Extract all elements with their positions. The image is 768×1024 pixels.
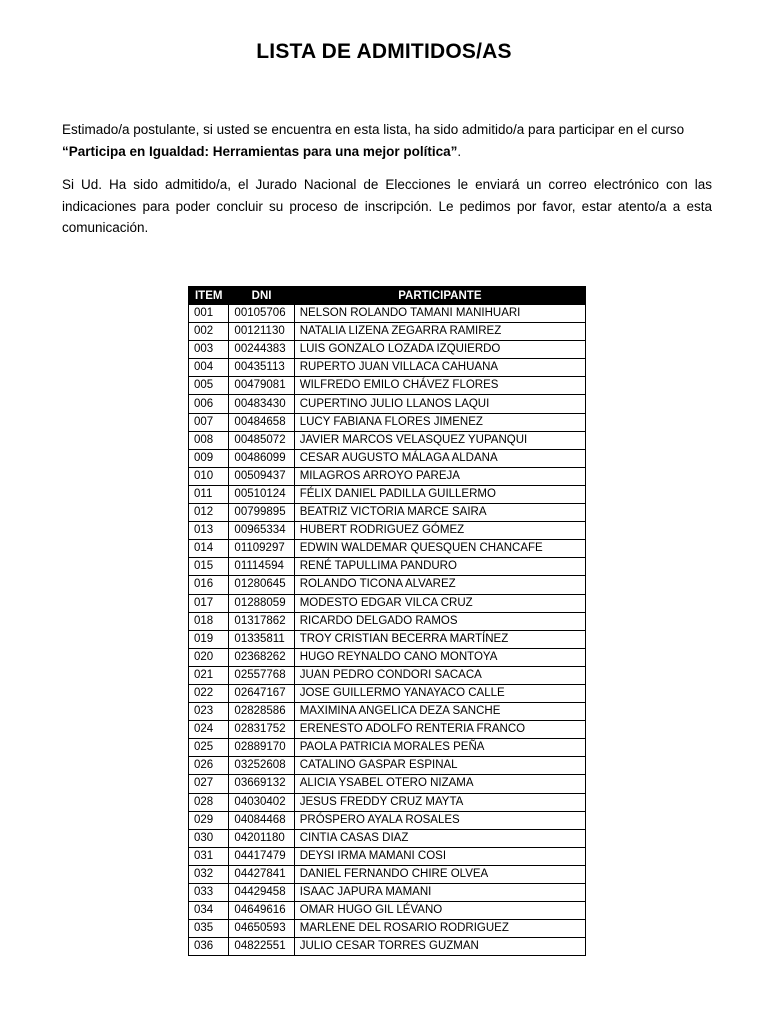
cell-item: 005 [189, 377, 229, 395]
cell-dni: 04427841 [229, 865, 294, 883]
cell-participant: MAXIMINA ANGELICA DEZA SANCHE [294, 703, 585, 721]
table-row [189, 576, 586, 594]
cell-item: 013 [189, 522, 229, 540]
cell-dni: 00121130 [229, 323, 294, 341]
table-row [189, 666, 586, 684]
cell-item: 024 [189, 721, 229, 739]
cell-participant: JOSE GUILLERMO YANAYACO CALLE [294, 684, 585, 702]
cell-dni: 00435113 [229, 359, 294, 377]
table-row [189, 305, 586, 323]
table-row [189, 341, 586, 359]
cell-participant: CINTIA CASAS DIAZ [294, 829, 585, 847]
cell-item: 004 [189, 359, 229, 377]
cell-dni: 01114594 [229, 558, 294, 576]
admitted-table [188, 286, 586, 956]
cell-participant: JAVIER MARCOS VELASQUEZ YUPANQUI [294, 431, 585, 449]
cell-dni: 00799895 [229, 504, 294, 522]
cell-dni: 04650593 [229, 920, 294, 938]
table-row [189, 540, 586, 558]
cell-item: 029 [189, 811, 229, 829]
table-row [189, 612, 586, 630]
table-row [189, 703, 586, 721]
cell-participant: NATALIA LIZENA ZEGARRA RAMIREZ [294, 323, 585, 341]
cell-item: 015 [189, 558, 229, 576]
cell-item: 010 [189, 467, 229, 485]
table-row [189, 594, 586, 612]
cell-dni: 00105706 [229, 305, 294, 323]
cell-participant: MARLENE DEL ROSARIO RODRIGUEZ [294, 920, 585, 938]
cell-dni: 01335811 [229, 630, 294, 648]
cell-item: 026 [189, 757, 229, 775]
course-name: “Participa en Igualdad: Herramientas para una mejor política” [62, 143, 458, 159]
cell-participant: FÉLIX DANIEL PADILLA GUILLERMO [294, 485, 585, 503]
cell-item: 019 [189, 630, 229, 648]
cell-participant: RENÉ TAPULLIMA PANDURO [294, 558, 585, 576]
cell-item: 018 [189, 612, 229, 630]
cell-item: 020 [189, 648, 229, 666]
cell-item: 025 [189, 739, 229, 757]
table-row [189, 377, 586, 395]
header-item: ITEM [189, 287, 229, 305]
table-row [189, 395, 586, 413]
cell-participant: CATALINO GASPAR ESPINAL [294, 757, 585, 775]
cell-item: 001 [189, 305, 229, 323]
cell-item: 002 [189, 323, 229, 341]
cell-dni: 00483430 [229, 395, 294, 413]
cell-item: 031 [189, 847, 229, 865]
cell-dni: 04429458 [229, 884, 294, 902]
table-row [189, 739, 586, 757]
table-row [189, 431, 586, 449]
intro-period: . [457, 143, 462, 159]
cell-participant: ROLANDO TICONA ALVAREZ [294, 576, 585, 594]
notice-paragraph: Si Ud. Ha sido admitido/a, el Jurado Nacional de Elecciones le enviará un correo electrónico con las indicaciones para poder concluir su proceso de inscripción. Le pedimos por favor, estar atento/a a esta comunicación. [62, 177, 712, 235]
cell-participant: ERENESTO ADOLFO RENTERIA FRANCO [294, 721, 585, 739]
cell-dni: 00965334 [229, 522, 294, 540]
table-row [189, 865, 586, 883]
table-row [189, 757, 586, 775]
cell-dni: 00244383 [229, 341, 294, 359]
cell-participant: LUCY FABIANA FLORES JIMENEZ [294, 413, 585, 431]
cell-participant: HUGO REYNALDO CANO MONTOYA [294, 648, 585, 666]
cell-item: 028 [189, 793, 229, 811]
cell-participant: JULIO CESAR TORRES GUZMAN [294, 938, 585, 956]
cell-item: 012 [189, 504, 229, 522]
cell-dni: 02828586 [229, 703, 294, 721]
cell-dni: 02647167 [229, 684, 294, 702]
table-row [189, 522, 586, 540]
cell-dni: 00484658 [229, 413, 294, 431]
cell-participant: MODESTO EDGAR VILCA CRUZ [294, 594, 585, 612]
cell-dni: 00486099 [229, 449, 294, 467]
cell-dni: 04030402 [229, 793, 294, 811]
cell-dni: 04201180 [229, 829, 294, 847]
cell-participant: CESAR AUGUSTO MÁLAGA ALDANA [294, 449, 585, 467]
cell-participant: OMAR HUGO GIL LÉVANO [294, 902, 585, 920]
cell-item: 007 [189, 413, 229, 431]
cell-dni: 01280645 [229, 576, 294, 594]
cell-participant: DANIEL FERNANDO CHIRE OLVEA [294, 865, 585, 883]
cell-participant: PAOLA PATRICIA MORALES PEÑA [294, 739, 585, 757]
cell-dni: 03252608 [229, 757, 294, 775]
table-row [189, 504, 586, 522]
cell-item: 021 [189, 666, 229, 684]
cell-item: 011 [189, 485, 229, 503]
table-row [189, 558, 586, 576]
cell-item: 035 [189, 920, 229, 938]
table-row [189, 902, 586, 920]
cell-dni: 02889170 [229, 739, 294, 757]
cell-participant: WILFREDO EMILO CHÁVEZ FLORES [294, 377, 585, 395]
table-row [189, 847, 586, 865]
table-row [189, 721, 586, 739]
cell-dni: 00485072 [229, 431, 294, 449]
page-title: LISTA DE ADMITIDOS/AS [256, 40, 512, 63]
cell-participant: DEYSI IRMA MAMANI COSI [294, 847, 585, 865]
table-row [189, 413, 586, 431]
cell-dni: 03669132 [229, 775, 294, 793]
cell-dni: 01109297 [229, 540, 294, 558]
table-row [189, 811, 586, 829]
cell-item: 032 [189, 865, 229, 883]
table-row [189, 793, 586, 811]
cell-item: 033 [189, 884, 229, 902]
cell-dni: 01288059 [229, 594, 294, 612]
table-row [189, 630, 586, 648]
cell-participant: RICARDO DELGADO RAMOS [294, 612, 585, 630]
table-row [189, 323, 586, 341]
header-dni: DNI [229, 287, 294, 305]
cell-dni: 04822551 [229, 938, 294, 956]
cell-participant: ISAAC JAPURA MAMANI [294, 884, 585, 902]
cell-item: 036 [189, 938, 229, 956]
cell-item: 014 [189, 540, 229, 558]
cell-participant: HUBERT RODRIGUEZ GÓMEZ [294, 522, 585, 540]
cell-dni: 04417479 [229, 847, 294, 865]
cell-item: 003 [189, 341, 229, 359]
cell-item: 008 [189, 431, 229, 449]
table-row [189, 829, 586, 847]
table-row [189, 467, 586, 485]
cell-item: 023 [189, 703, 229, 721]
cell-participant: EDWIN WALDEMAR QUESQUEN CHANCAFE [294, 540, 585, 558]
table-row [189, 884, 586, 902]
cell-dni: 04649616 [229, 902, 294, 920]
table-header-row [189, 287, 586, 305]
cell-participant: MILAGROS ARROYO PAREJA [294, 467, 585, 485]
cell-item: 009 [189, 449, 229, 467]
cell-participant: JUAN PEDRO CONDORI SACACA [294, 666, 585, 684]
cell-dni: 02557768 [229, 666, 294, 684]
table-row [189, 359, 586, 377]
cell-participant: NELSON ROLANDO TAMANI MANIHUARI [294, 305, 585, 323]
cell-participant: RUPERTO JUAN VILLACA CAHUANA [294, 359, 585, 377]
table-body [189, 305, 586, 956]
cell-participant: BEATRIZ VICTORIA MARCE SAIRA [294, 504, 585, 522]
intro-text: Estimado/a postulante, si usted se encuentra en esta lista, ha sido admitido/a para participar en el curso [62, 122, 685, 137]
cell-dni: 01317862 [229, 612, 294, 630]
cell-item: 022 [189, 684, 229, 702]
header-participant: PARTICIPANTE [294, 287, 585, 305]
cell-dni: 02368262 [229, 648, 294, 666]
cell-participant: LUIS GONZALO LOZADA IZQUIERDO [294, 341, 585, 359]
cell-participant: JESUS FREDDY CRUZ MAYTA [294, 793, 585, 811]
cell-item: 030 [189, 829, 229, 847]
cell-dni: 00510124 [229, 485, 294, 503]
table-row [189, 648, 586, 666]
cell-item: 016 [189, 576, 229, 594]
table-row [189, 938, 586, 956]
cell-item: 006 [189, 395, 229, 413]
table-row [189, 485, 586, 503]
cell-participant: ALICIA YSABEL OTERO NIZAMA [294, 775, 585, 793]
cell-dni: 00509437 [229, 467, 294, 485]
cell-dni: 02831752 [229, 721, 294, 739]
cell-participant: CUPERTINO JULIO LLANOS LAQUI [294, 395, 585, 413]
cell-participant: PRÓSPERO AYALA ROSALES [294, 811, 585, 829]
table-row [189, 920, 586, 938]
intro-paragraph [62, 119, 712, 162]
cell-item: 017 [189, 594, 229, 612]
table-row [189, 775, 586, 793]
cell-item: 034 [189, 902, 229, 920]
cell-item: 027 [189, 775, 229, 793]
cell-dni: 04084468 [229, 811, 294, 829]
table-row [189, 449, 586, 467]
cell-dni: 00479081 [229, 377, 294, 395]
table-row [189, 684, 586, 702]
cell-participant: TROY CRISTIAN BECERRA MARTÍNEZ [294, 630, 585, 648]
